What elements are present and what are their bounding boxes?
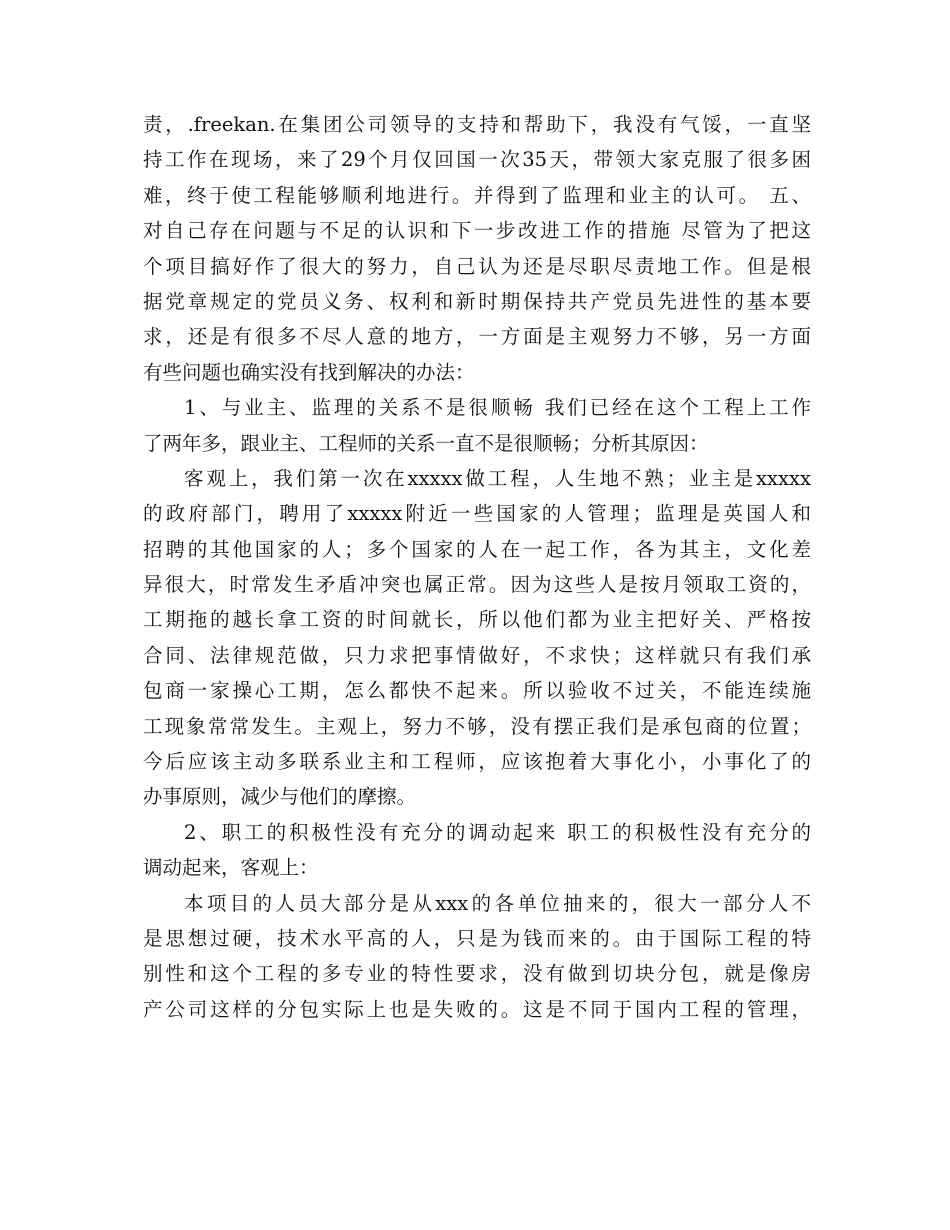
text-line: 个项目搞好作了很大的努力，自己认为还是尽职尽责地工作。但是根 — [143, 254, 811, 278]
text-line: 有些问题也确实没有找到解决的办法： — [143, 360, 475, 384]
text-line: 对自己存在问题与不足的认识和下一步改进工作的措施 尽管为了把这 — [143, 219, 811, 243]
text-line: 工期拖的越长拿工资的时间就长，所以他们都为业主把好关、严格按 — [143, 608, 811, 632]
text-line: 产公司这样的分包实际上也是失败的。这是不同于国内工程的管理， — [143, 997, 811, 1021]
text-line: 了两年多，跟业主、工程师的关系一直不是很顺畅；分析其原因： — [143, 431, 709, 455]
text-line: 办事原则，减少与他们的摩擦。 — [143, 785, 417, 809]
text-line: 1、与业主、监理的关系不是很顺畅 我们已经在这个工程上工作 — [184, 396, 811, 420]
text-line: 招聘的其他国家的人；多个国家的人在一起工作，各为其主，文化差 — [143, 537, 811, 561]
text-line: 据党章规定的党员义务、权利和新时期保持共产党员先进性的基本要 — [143, 289, 811, 313]
text-line: 求，还是有很多不尽人意的地方，一方面是主观努力不够，另一方面 — [143, 325, 811, 349]
text-line: 的政府部门，聘用了xxxxx附近一些国家的人管理；监理是英国人和 — [143, 502, 811, 526]
text-line: 责，.freekan.在集团公司领导的支持和帮助下，我没有气馁，一直坚 — [143, 113, 811, 136]
text-line: 持工作在现场，来了29个月仅回国一次35天，带领大家克服了很多困 — [143, 148, 811, 172]
text-line: 调动起来，客观上： — [143, 856, 319, 880]
text-line: 今后应该主动多联系业主和工程师，应该抱着大事化小，小事化了的 — [143, 750, 811, 774]
text-line: 别性和这个工程的多专业的特性要求，没有做到切块分包，就是像房 — [143, 962, 811, 986]
text-line: 2、职工的积极性没有充分的调动起来 职工的积极性没有充分的 — [184, 820, 811, 844]
text-line: 工现象常常发生。主观上，努力不够，没有摆正我们是承包商的位置； — [143, 714, 811, 738]
text-line: 包商一家操心工期，怎么都快不起来。所以验收不过关，不能连续施 — [143, 679, 811, 703]
document-body — [143, 107, 811, 1027]
text-line: 难，终于使工程能够顺利地进行。并得到了监理和业主的认可。 五、 — [143, 183, 811, 207]
text-line: 异很大，时常发生矛盾冲突也属正常。因为这些人是按月领取工资的， — [143, 573, 811, 597]
text-line: 本项目的人员大部分是从xxx的各单位抽来的，很大一部分人不 — [184, 891, 811, 915]
text-line: 合同、法律规范做，只力求把事情做好，不求快；这样就只有我们承 — [143, 643, 811, 667]
text-line: 是思想过硬，技术水平高的人，只是为钱而来的。由于国际工程的特 — [143, 926, 811, 950]
text-line: 客观上，我们第一次在xxxxx做工程，人生地不熟；业主是xxxxx — [184, 466, 811, 490]
